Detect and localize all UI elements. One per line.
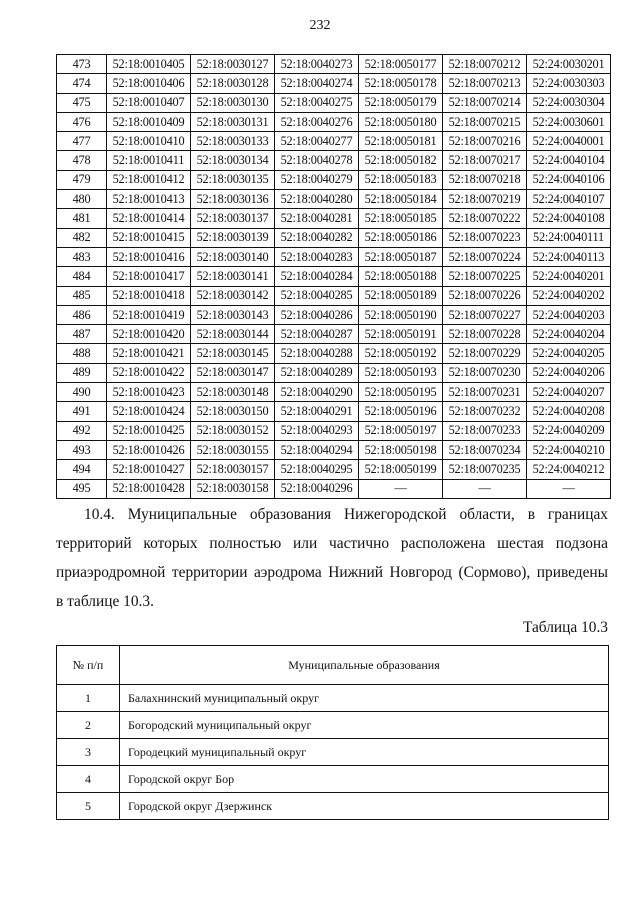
cadastral-number: 52:18:0030135 [191,170,275,189]
cadastral-number: 52:18:0050181 [359,132,443,151]
cadastral-number: 52:18:0030144 [191,325,275,344]
table-row [57,228,611,247]
cadastral-number: 52:18:0010418 [107,286,191,305]
cadastral-number: 52:18:0010413 [107,190,191,209]
cadastral-number: 52:18:0050180 [359,112,443,131]
cadastral-number: 52:18:0070229 [443,344,527,363]
cadastral-number: 52:18:0030127 [191,55,275,74]
cadastral-number: 52:18:0050177 [359,55,443,74]
cadastral-number: 52:24:0030601 [527,112,611,131]
table-row [57,440,611,459]
cadastral-number: 52:18:0050197 [359,421,443,440]
cadastral-number: 52:18:0050186 [359,228,443,247]
cadastral-number: 52:24:0040201 [527,267,611,286]
table-row [57,363,611,382]
cadastral-number: — [359,479,443,498]
table-row [57,305,611,324]
cadastral-number: 52:18:0070235 [443,460,527,479]
row-number: 487 [57,325,107,344]
cadastral-number: 52:24:0040001 [527,132,611,151]
cadastral-number: 52:18:0070224 [443,247,527,266]
cadastral-number: 52:18:0050199 [359,460,443,479]
municipality-name: Богородский муниципальный округ [120,712,609,739]
row-number: 492 [57,421,107,440]
cadastral-number: 52:18:0070231 [443,383,527,402]
row-number: 483 [57,247,107,266]
row-number: 489 [57,363,107,382]
cadastral-number: 52:18:0040283 [275,247,359,266]
cadastral-number: 52:18:0050193 [359,363,443,382]
cadastral-number: 52:18:0040276 [275,112,359,131]
row-number: 5 [57,793,120,820]
cadastral-number: 52:24:0040206 [527,363,611,382]
row-number: 490 [57,383,107,402]
cadastral-number: 52:18:0050178 [359,74,443,93]
cadastral-number: 52:24:0030201 [527,55,611,74]
cadastral-number: 52:18:0040294 [275,440,359,459]
cadastral-number: 52:18:0030157 [191,460,275,479]
table-row [57,132,611,151]
cadastral-number: 52:18:0040296 [275,479,359,498]
table-row [57,55,611,74]
table-row [57,685,609,712]
cadastral-number: 52:24:0040207 [527,383,611,402]
cadastral-number: 52:18:0070217 [443,151,527,170]
cadastral-number: 52:18:0070234 [443,440,527,459]
cadastral-number: 52:24:0040202 [527,286,611,305]
table-row [57,460,611,479]
cadastral-number: 52:18:0050192 [359,344,443,363]
municipality-name: Городской округ Дзержинск [120,793,609,820]
cadastral-number: 52:18:0010420 [107,325,191,344]
cadastral-number: 52:18:0010415 [107,228,191,247]
row-number: 491 [57,402,107,421]
cadastral-number: 52:18:0050179 [359,93,443,112]
cadastral-number: 52:24:0040108 [527,209,611,228]
cadastral-number: 52:18:0030139 [191,228,275,247]
cadastral-number: 52:24:0040111 [527,228,611,247]
cadastral-number: — [527,479,611,498]
cadastral-number: 52:24:0040104 [527,151,611,170]
table-caption: Таблица 10.3 [522,619,608,636]
cadastral-number: 52:18:0050184 [359,190,443,209]
cadastral-number: 52:18:0030133 [191,132,275,151]
cadastral-number: 52:18:0050183 [359,170,443,189]
cadastral-number: 52:18:0040291 [275,402,359,421]
cadastral-number: 52:18:0040289 [275,363,359,382]
row-number: 473 [57,55,107,74]
cadastral-number: 52:24:0040208 [527,402,611,421]
cadastral-number: 52:18:0010422 [107,363,191,382]
row-number: 475 [57,93,107,112]
municipality-name: Городецкий муниципальный округ [120,739,609,766]
cadastral-number: 52:24:0040203 [527,305,611,324]
municipalities-table [56,645,609,820]
row-number: 480 [57,190,107,209]
cadastral-number: 52:18:0030147 [191,363,275,382]
cadastral-number: 52:18:0070232 [443,402,527,421]
table-row [57,402,611,421]
cadastral-number: 52:18:0070214 [443,93,527,112]
cadastral-number: 52:24:0040209 [527,421,611,440]
cadastral-number: 52:18:0050198 [359,440,443,459]
table-row [57,247,611,266]
cadastral-number: 52:18:0070225 [443,267,527,286]
row-number: 2 [57,712,120,739]
cadastral-number: 52:18:0010414 [107,209,191,228]
cadastral-number: 52:18:0040295 [275,460,359,479]
cadastral-number: 52:18:0050196 [359,402,443,421]
cadastral-number: 52:18:0010417 [107,267,191,286]
row-number: 488 [57,344,107,363]
cadastral-number: 52:18:0010428 [107,479,191,498]
cadastral-number: 52:18:0030148 [191,383,275,402]
cadastral-number: 52:18:0030130 [191,93,275,112]
table-row [57,383,611,402]
cadastral-number: 52:18:0070213 [443,74,527,93]
cadastral-number: 52:18:0030137 [191,209,275,228]
cadastral-number: 52:18:0040277 [275,132,359,151]
row-number: 481 [57,209,107,228]
cadastral-number: 52:18:0030143 [191,305,275,324]
cadastral-number: — [443,479,527,498]
cadastral-number: 52:18:0010424 [107,402,191,421]
cadastral-number: 52:18:0010423 [107,383,191,402]
cadastral-number: 52:18:0070219 [443,190,527,209]
cadastral-number: 52:18:0030128 [191,74,275,93]
column-header-number: № п/п [57,646,120,685]
cadastral-number: 52:18:0040290 [275,383,359,402]
cadastral-number: 52:18:0010411 [107,151,191,170]
row-number: 3 [57,739,120,766]
cadastral-number: 52:18:0040279 [275,170,359,189]
cadastral-number: 52:18:0050190 [359,305,443,324]
cadastral-number: 52:18:0070216 [443,132,527,151]
cadastral-number: 52:18:0070227 [443,305,527,324]
cadastral-number: 52:18:0030140 [191,247,275,266]
table-row [57,112,611,131]
cadastral-number: 52:18:0030150 [191,402,275,421]
table-row [57,421,611,440]
row-number: 486 [57,305,107,324]
table-row [57,170,611,189]
cadastral-number: 52:18:0040275 [275,93,359,112]
cadastral-number: 52:18:0010425 [107,421,191,440]
row-number: 474 [57,74,107,93]
cadastral-number: 52:18:0040293 [275,421,359,440]
cadastral-number: 52:18:0010407 [107,93,191,112]
cadastral-number: 52:18:0050187 [359,247,443,266]
table-row [57,286,611,305]
row-number: 478 [57,151,107,170]
cadastral-number: 52:18:0030134 [191,151,275,170]
cadastral-number: 52:18:0070230 [443,363,527,382]
cadastral-number: 52:18:0010419 [107,305,191,324]
paragraph-line: 10.4. Муниципальные образования Нижегородской области, в границах [84,506,608,523]
cadastral-number: 52:18:0050195 [359,383,443,402]
table-row [57,766,609,793]
cadastral-number: 52:18:0050185 [359,209,443,228]
section-paragraph [56,500,608,616]
cadastral-number: 52:24:0040212 [527,460,611,479]
cadastral-number: 52:18:0050189 [359,286,443,305]
row-number: 476 [57,112,107,131]
table-header-row [57,646,609,685]
cadastral-number: 52:18:0050191 [359,325,443,344]
cadastral-number: 52:18:0040278 [275,151,359,170]
cadastral-number: 52:24:0040113 [527,247,611,266]
cadastral-number: 52:18:0010410 [107,132,191,151]
cadastral-number: 52:18:0040281 [275,209,359,228]
cadastral-number: 52:18:0010427 [107,460,191,479]
paragraph-line: приаэродромной территории аэродрома Нижний Новгород (Сормово), приведены [56,564,608,581]
table-row [57,209,611,228]
cadastral-number: 52:18:0030141 [191,267,275,286]
table-row [57,479,611,498]
table-row [57,344,611,363]
row-number: 1 [57,685,120,712]
cadastral-number: 52:18:0070228 [443,325,527,344]
table-row [57,793,609,820]
table-row [57,190,611,209]
municipality-name: Балахнинский муниципальный округ [120,685,609,712]
cadastral-number: 52:18:0040273 [275,55,359,74]
cadastral-number: 52:18:0030155 [191,440,275,459]
table-row [57,712,609,739]
cadastral-number: 52:18:0070215 [443,112,527,131]
row-number: 484 [57,267,107,286]
page-number: 232 [309,18,331,33]
cadastral-number: 52:18:0050188 [359,267,443,286]
table-row [57,739,609,766]
table-row [57,267,611,286]
cadastral-number: 52:18:0010406 [107,74,191,93]
cadastral-number: 52:24:0040205 [527,344,611,363]
cadastral-number: 52:24:0040106 [527,170,611,189]
cadastral-number: 52:18:0070223 [443,228,527,247]
row-number: 477 [57,132,107,151]
cadastral-number: 52:18:0030158 [191,479,275,498]
cadastral-number: 52:18:0050182 [359,151,443,170]
municipality-name: Городской округ Бор [120,766,609,793]
cadastral-number: 52:18:0010409 [107,112,191,131]
cadastral-number: 52:18:0010405 [107,55,191,74]
cadastral-number: 52:18:0030131 [191,112,275,131]
row-number: 4 [57,766,120,793]
cadastral-number: 52:18:0070212 [443,55,527,74]
table-row [57,151,611,170]
cadastral-number: 52:18:0010412 [107,170,191,189]
cadastral-number: 52:18:0040282 [275,228,359,247]
column-header-municipalities: Муниципальные образования [120,646,609,685]
row-number: 482 [57,228,107,247]
cadastral-number: 52:18:0030142 [191,286,275,305]
cadastral-number: 52:24:0040204 [527,325,611,344]
table-row [57,93,611,112]
cadastral-number: 52:18:0040284 [275,267,359,286]
cadastral-number: 52:18:0040274 [275,74,359,93]
cadastral-number: 52:18:0030152 [191,421,275,440]
row-number: 485 [57,286,107,305]
cadastral-number: 52:24:0030303 [527,74,611,93]
cadastral-number: 52:18:0040288 [275,344,359,363]
row-number: 495 [57,479,107,498]
cadastral-number: 52:18:0070218 [443,170,527,189]
cadastral-number: 52:18:0070226 [443,286,527,305]
cadastral-number: 52:18:0040285 [275,286,359,305]
paragraph-line: территорий которых полностью или частично расположена шестая подзона [56,535,608,552]
cadastral-number: 52:18:0040287 [275,325,359,344]
cadastral-numbers-table [56,54,611,499]
cadastral-number: 52:18:0070233 [443,421,527,440]
cadastral-number: 52:24:0030304 [527,93,611,112]
row-number: 494 [57,460,107,479]
cadastral-number: 52:18:0030136 [191,190,275,209]
cadastral-number: 52:18:0010421 [107,344,191,363]
paragraph-line: в таблице 10.3. [56,593,154,610]
cadastral-number: 52:18:0010426 [107,440,191,459]
cadastral-number: 52:24:0040107 [527,190,611,209]
cadastral-number: 52:18:0040286 [275,305,359,324]
cadastral-number: 52:18:0040280 [275,190,359,209]
cadastral-number: 52:18:0010416 [107,247,191,266]
cadastral-number: 52:18:0070222 [443,209,527,228]
table-row [57,325,611,344]
row-number: 493 [57,440,107,459]
table-row [57,74,611,93]
cadastral-number: 52:18:0030145 [191,344,275,363]
row-number: 479 [57,170,107,189]
cadastral-number: 52:24:0040210 [527,440,611,459]
